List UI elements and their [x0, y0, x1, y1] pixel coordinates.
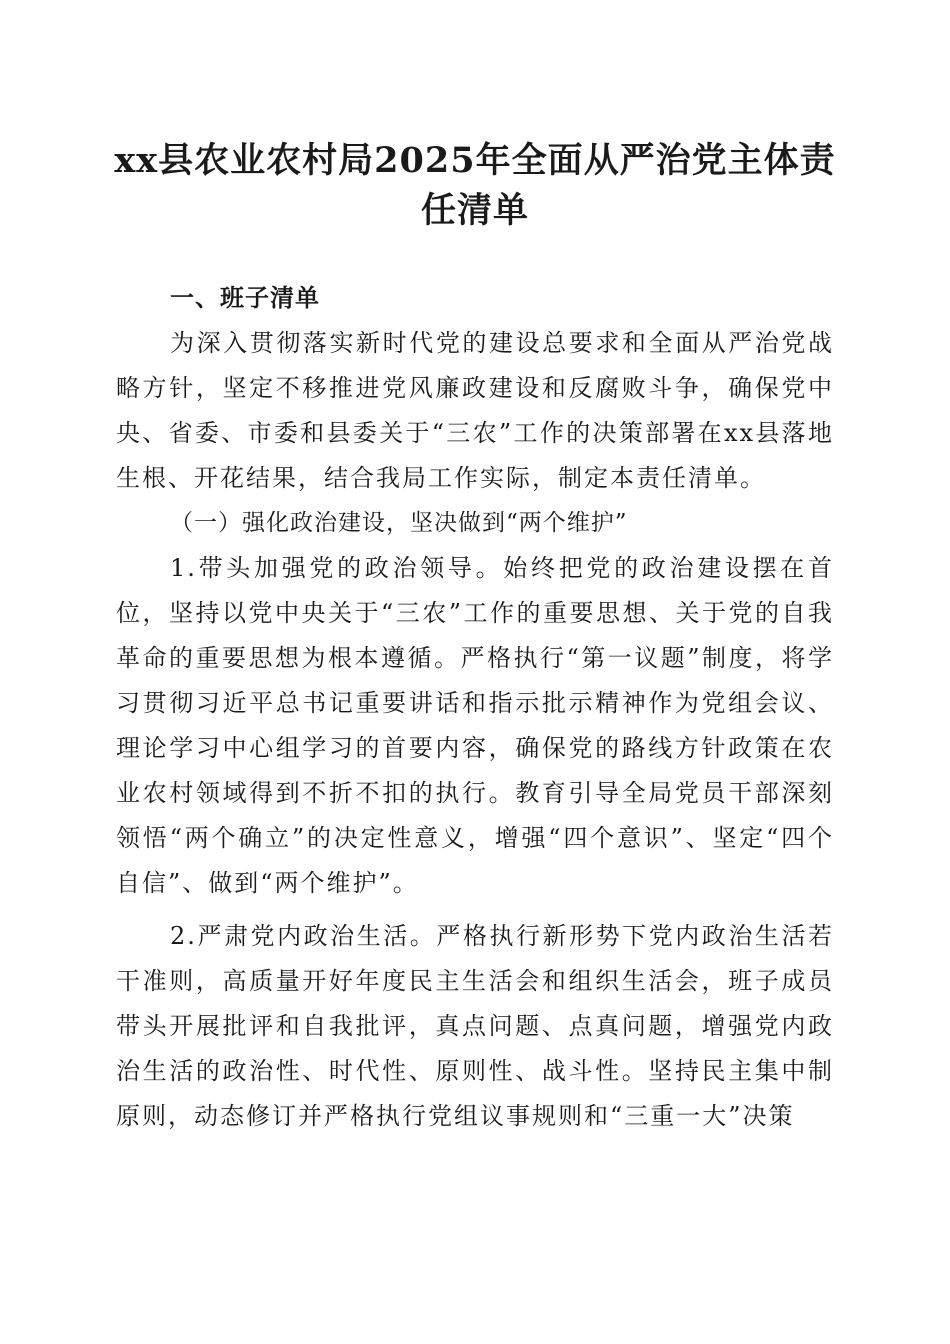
- document-body: [116, 276, 834, 1139]
- paragraph-gap: [116, 906, 834, 914]
- subsection-heading-political-building: （一）强化政治建设，坚决做到“两个维护”: [170, 510, 628, 536]
- document-title: xx县农业农村局2025年全面从严治党主体责任清单: [114, 140, 836, 231]
- section-heading-leadership-list: 一、班子清单: [170, 284, 320, 312]
- item-1-paragraph: 1.带头加强党的政治领导。始终把党的政治建设摆在首位，坚持以党中央关于“三农”工作的重要思想、关于党的自我革命的重要思想为根本遵循。严格执行“第一议题”制度，将学习贯彻习近平总书记重要讲话和指示批示精神作为党组会议、理论学习中心组学习的首要内容，确保党的路线方针政策在农业农村领域得到不折不扣的执行。教育引导全局党员干部深刻领悟“两个确立”的决定性意义，增强“四个意识”、坚定“四个自信”、做到“两个维护”。: [116, 554, 834, 897]
- intro-paragraph: 为深入贯彻落实新时代党的建设总要求和全面从严治党战略方针，坚定不移推进党风廉政建设和反腐败斗争，确保党中央、省委、市委和县委关于“三农”工作的决策部署在xx县落地生根、开花结果，结合我局工作实际，制定本责任清单。: [116, 329, 834, 492]
- item-2-paragraph: 2.严肃党内政治生活。严格执行新形势下党内政治生活若干准则，高质量开好年度民主生活会和组织生活会，班子成员带头开展批评和自我批评，真点问题、点真问题，增强党内政治生活的政治性、时代性、原则性、战斗性。坚持民主集中制原则，动态修订并严格执行党组议事规则和“三重一大”决策: [116, 922, 834, 1130]
